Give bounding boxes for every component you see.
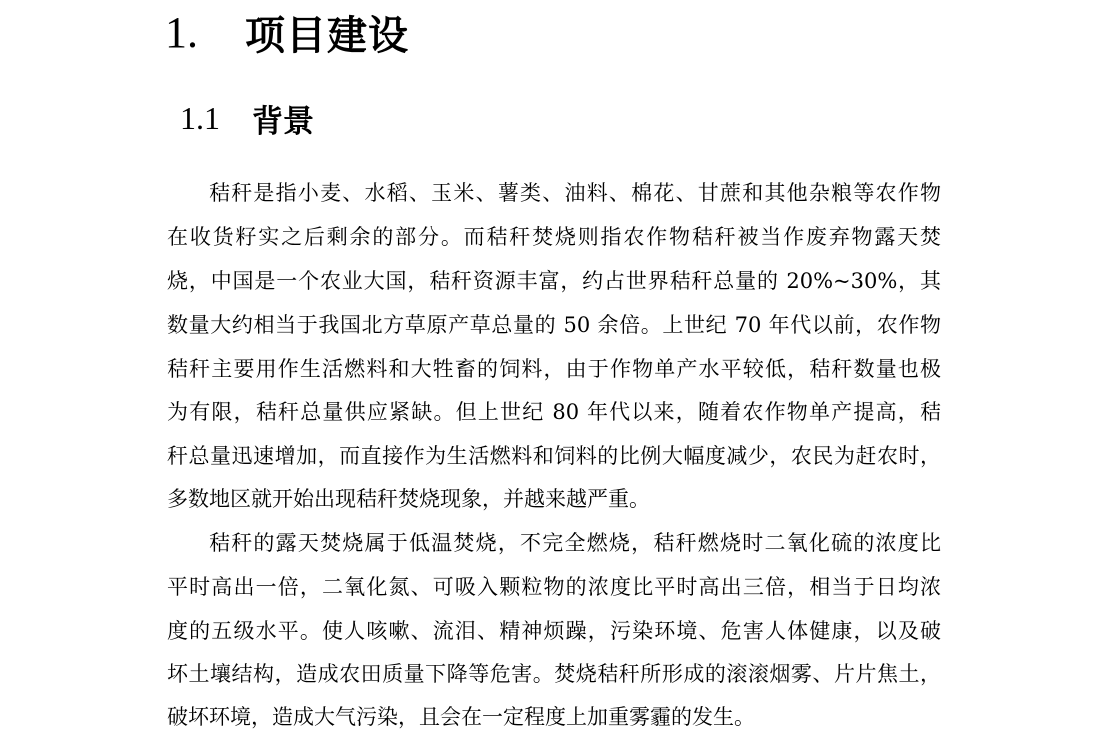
paragraph-line: 秆总量迅速增加，而直接作为生活燃料和饲料的比例大幅度减少，农民为赶农时， <box>167 444 941 468</box>
paragraph-line: 度的五级水平。使人咳嗽、流泪、精神烦躁，污染环境、危害人体健康，以及破 <box>167 619 941 643</box>
section-heading <box>165 4 409 60</box>
paragraph-line: 为有限，秸秆总量供应紧缺。但上世纪 80 年代以来，随着农作物单产提高，秸 <box>167 400 941 424</box>
paragraph-line: 烧，中国是一个农业大国，秸秆资源丰富，约占世界秸秆总量的 20%~30%，其 <box>167 269 941 293</box>
paragraph-line: 数量大约相当于我国北方草原产草总量的 50 余倍。上世纪 70 年代以前，农作物 <box>167 313 941 337</box>
paragraph-line: 破坏环境，造成大气污染，且会在一定程度上加重雾霾的发生。 <box>167 705 755 729</box>
subsection-heading <box>180 96 314 140</box>
subsection-number: 1.1 <box>180 99 220 136</box>
paragraph-line: 秸秆是指小麦、水稻、玉米、薯类、油料、棉花、甘蔗和其他杂粮等农作物 <box>209 181 941 205</box>
paragraph-line: 在收货籽实之后剩余的部分。而秸秆焚烧则指农作物秸秆被当作废弃物露天焚 <box>167 225 941 249</box>
section-title: 项目建设 <box>245 12 409 59</box>
paragraph-line: 多数地区就开始出现秸秆焚烧现象，并越来越严重。 <box>167 487 650 511</box>
subsection-title: 背景 <box>252 103 314 140</box>
paragraph-line: 秸秆主要用作生活燃料和大牲畜的饲料，由于作物单产水平较低，秸秆数量也极 <box>167 357 941 381</box>
paragraph-line: 平时高出一倍，二氧化氮、可吸入颗粒物的浓度比平时高出三倍，相当于日均浓 <box>167 575 941 599</box>
paragraph-line: 坏土壤结构，造成农田质量下降等危害。焚烧秸秆所形成的滚滚烟雾、片片焦土， <box>167 662 941 686</box>
section-number: 1. <box>165 7 198 57</box>
paragraph-line: 秸秆的露天焚烧属于低温焚烧，不完全燃烧，秸秆燃烧时二氧化硫的浓度比 <box>209 531 941 555</box>
